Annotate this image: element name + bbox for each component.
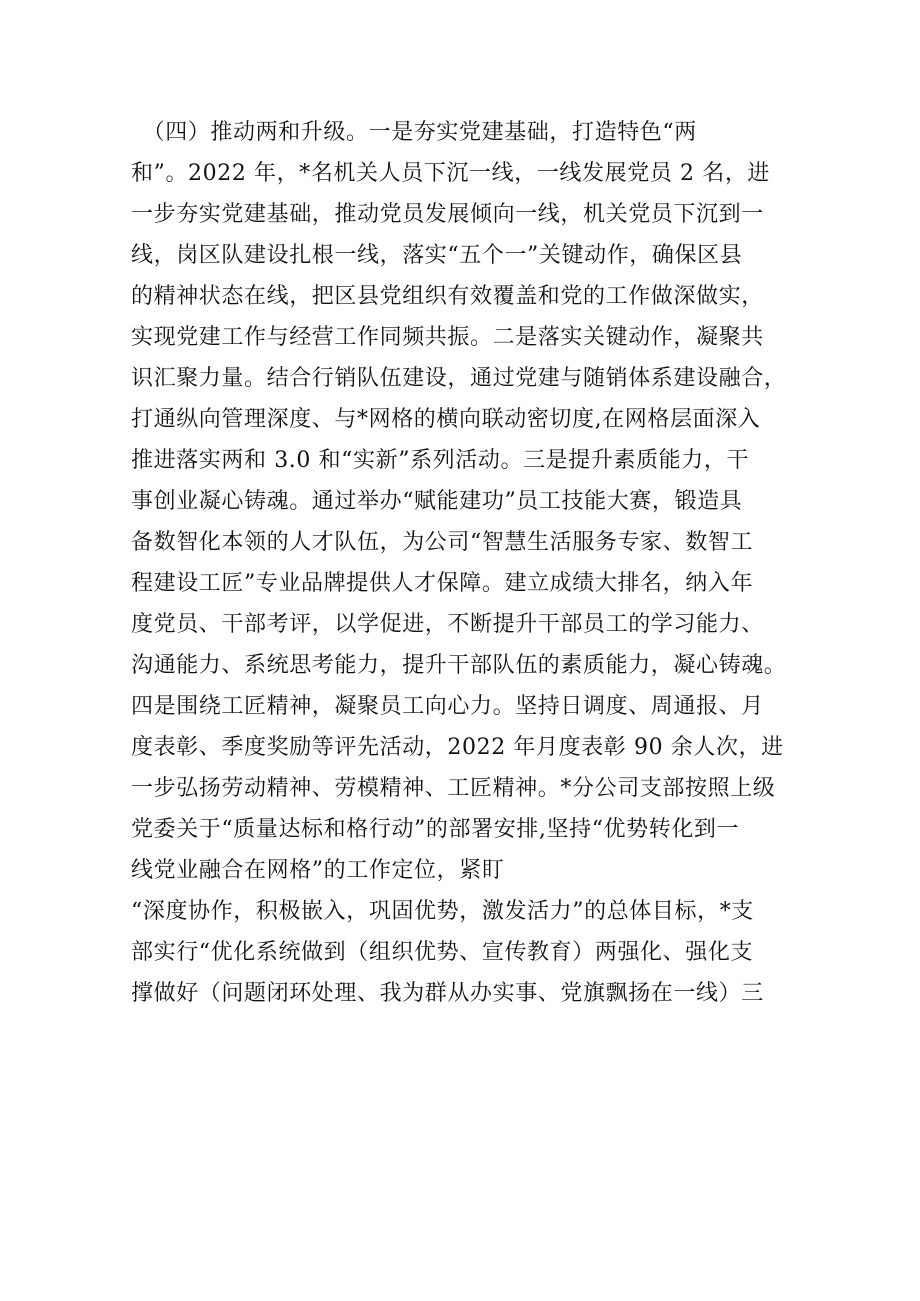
text-line-7: 识汇聚力量。结合行销队伍建设，通过党建与随销体系建设融合， [131, 366, 787, 391]
text-line-14: 沟通能力、系统思考能力，提升干部队伍的素质能力，凝心铸魂。 [131, 653, 787, 678]
text-line-21: 部实行“优化系统做到（组织优势、宣传教育）两强化、强化支 [131, 940, 754, 965]
text-line-20: “深度协作，积极嵌入，巩固优势，激发活力”的总体目标，*支 [131, 899, 754, 924]
text-line-8: 打通纵向管理深度、与*网格的横向联动密切度,在网格层面深入 [131, 407, 761, 432]
text-line-16: 度表彰、季度奖励等评先活动，2022 年月度表彰 90 余人次，进 [131, 735, 784, 760]
text-line-4: 线，岗区队建设扎根一线，落实“五个一”关键动作，确保区县 [131, 243, 743, 268]
text-line-1: （四）推动两和升级。一是夯实党建基础，打造特色“两 [131, 120, 697, 145]
text-line-6: 实现党建工作与经营工作同频共振。二是落实关键动作，凝聚共 [131, 325, 764, 350]
text-line-3: 一步夯实党建基础，推动党员发展倾向一线，机关党员下沉到一 [131, 202, 764, 227]
text-line-9: 推进落实两和 3.0 和“实新”系列活动。三是提升素质能力，干 [131, 448, 750, 473]
text-line-19: 线党业融合在网格”的工作定位，紧盯 [131, 858, 505, 883]
text-line-17: 一步弘扬劳动精神、劳模精神、工匠精神。*分公司支部按照上级 [131, 776, 776, 801]
text-line-11: 备数智化本领的人才队伍，为公司“智慧生活服务专家、数智工 [131, 530, 754, 555]
text-line-12: 程建设工匠”专业品牌提供人才保障。建立成绩大排名，纳入年 [131, 571, 754, 596]
text-line-22: 撑做好（问题闭环处理、我为群从办实事、党旗飘扬在一线）三 [131, 981, 764, 1006]
text-line-5: 的精神状态在线，把区县党组织有效覆盖和党的工作做深做实， [131, 284, 764, 309]
text-line-10: 事创业凝心铸魂。通过举办“赋能建功”员工技能大赛，锻造具 [131, 489, 743, 514]
text-line-2: 和”。2022 年，*名机关人员下沉一线，一线发展党员 2 名，进 [131, 161, 771, 186]
text-line-18: 党委关于“质量达标和格行动”的部署安排,坚持“优势转化到一 [131, 817, 740, 842]
body-paragraph [131, 112, 811, 1014]
text-line-13: 度党员、干部考评，以学促进，不断提升干部员工的学习能力、 [131, 612, 764, 637]
text-line-15: 四是围绕工匠精神，凝聚员工向心力。坚持日调度、周通报、月 [131, 694, 764, 719]
